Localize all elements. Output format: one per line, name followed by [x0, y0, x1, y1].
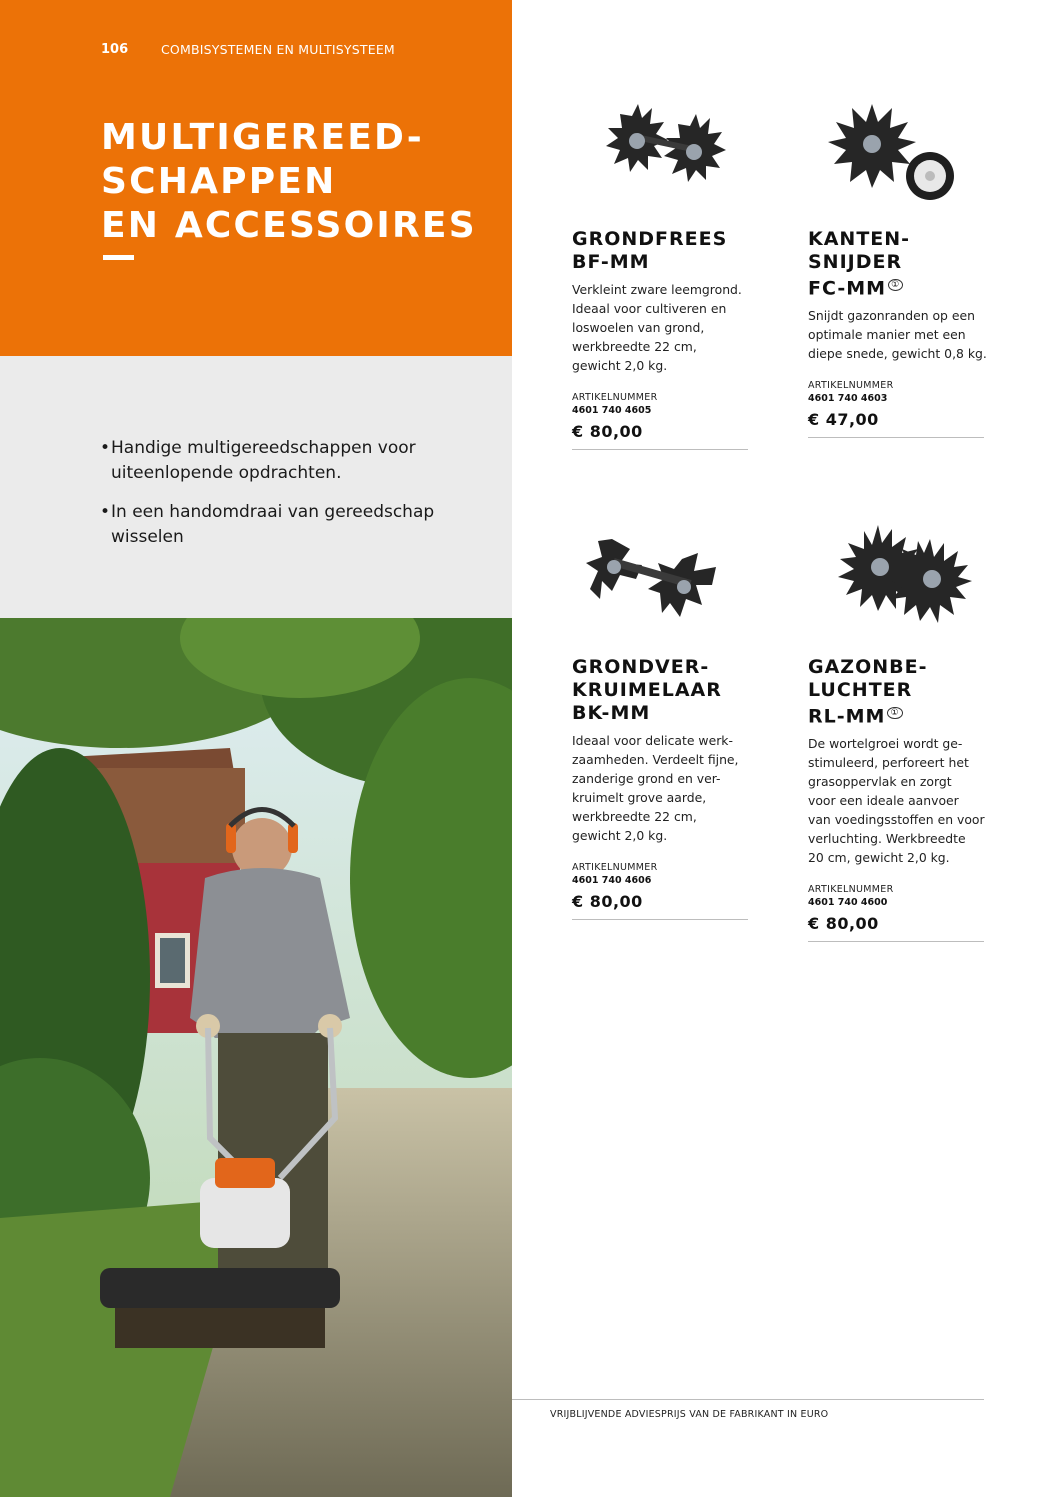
- product-name: KANTEN- SNIJDER FC-MM ①: [808, 228, 911, 300]
- product-card: [572, 519, 748, 920]
- page-title-line: SCHAPPEN: [101, 161, 337, 202]
- feature-text-line: uiteenlopende opdrachten.: [111, 463, 342, 483]
- product-price: € 80,00: [808, 914, 879, 934]
- registered-mark: ①: [888, 279, 903, 291]
- product-description: Ideaal voor delicate werk- zaamheden. Verdeelt fijne, zanderige grond en ver- kruimelt grove aarde, werkbreedte 22 cm, gewicht 2,0 kg.: [572, 733, 739, 843]
- page-title-line: EN ACCESSOIRES: [101, 205, 477, 246]
- product-card: [572, 96, 748, 450]
- product-divider: [572, 919, 748, 920]
- registered-mark: ①: [887, 707, 902, 719]
- product-name: GAZONBE- LUCHTER RL-MM ①: [808, 656, 928, 728]
- article-label: ARTIKELNUMMER: [808, 884, 894, 896]
- lawn-aerator-icon: [808, 519, 984, 639]
- garden-photo-illustration: [0, 618, 512, 1497]
- title-dash: [103, 255, 134, 260]
- product-divider: [572, 449, 748, 450]
- feature-item: [100, 500, 480, 550]
- article-number: 4601 740 4603: [808, 393, 888, 405]
- cultivator-icon: [572, 519, 748, 639]
- product-card: [808, 519, 984, 942]
- product-name: GRONDVER- KRUIMELAAR BK-MM: [572, 656, 722, 724]
- page-title-line: MULTIGEREED-: [101, 117, 424, 158]
- garden-photo: [0, 618, 512, 1497]
- product-price: € 80,00: [572, 892, 643, 911]
- page-number: 106: [101, 42, 129, 57]
- product-description: De wortelgroei wordt ge- stimuleerd, perforeert het grasoppervlak en zorgt voor een ideale aanvoer van voedingsstoffen en voor verluchting. Werkbreedte 20 cm, gewicht 2,0 kg.: [808, 736, 985, 866]
- article-label: ARTIKELNUMMER: [808, 380, 894, 392]
- product-price: € 80,00: [572, 422, 643, 441]
- feature-text-line: wisselen: [111, 527, 184, 547]
- bullet-dot: •: [100, 438, 111, 458]
- product-divider: [808, 437, 984, 438]
- bullet-dot: •: [100, 502, 111, 522]
- product-card: [808, 96, 987, 438]
- product-name: GRONDFREES BF-MM: [572, 228, 728, 273]
- feature-text-line: Handige multigereedschappen voor: [111, 438, 416, 458]
- product-description: Snijdt gazonranden op een optimale manier met een diepe snede, gewicht 0,8 kg.: [808, 308, 987, 362]
- price-disclaimer: VRIJBLIJVENDE ADVIESPRIJS VAN DE FABRIKANT IN EURO: [550, 1409, 829, 1420]
- product-divider: [808, 941, 984, 942]
- article-label: ARTIKELNUMMER: [572, 862, 658, 873]
- product-description: Verkleint zware leemgrond. Ideaal voor cultiveren en loswoelen van grond, werkbreedte 22 cm, gewicht 2,0 kg.: [572, 282, 742, 373]
- footer-divider: [512, 1399, 984, 1400]
- edger-icon: [808, 96, 984, 216]
- article-number: 4601 740 4600: [808, 897, 888, 909]
- feature-text-line: In een handomdraai van gereedschap: [111, 502, 435, 522]
- product-price: € 47,00: [808, 410, 879, 430]
- article-label: ARTIKELNUMMER: [572, 392, 658, 403]
- feature-item: [100, 436, 480, 486]
- tiller-tines-icon: [572, 96, 748, 216]
- article-number: 4601 740 4606: [572, 875, 652, 886]
- section-title: COMBISYSTEMEN EN MULTISYSTEEM: [161, 42, 395, 57]
- article-number: 4601 740 4605: [572, 405, 652, 416]
- feature-list: [100, 436, 480, 564]
- page-title: [101, 116, 477, 248]
